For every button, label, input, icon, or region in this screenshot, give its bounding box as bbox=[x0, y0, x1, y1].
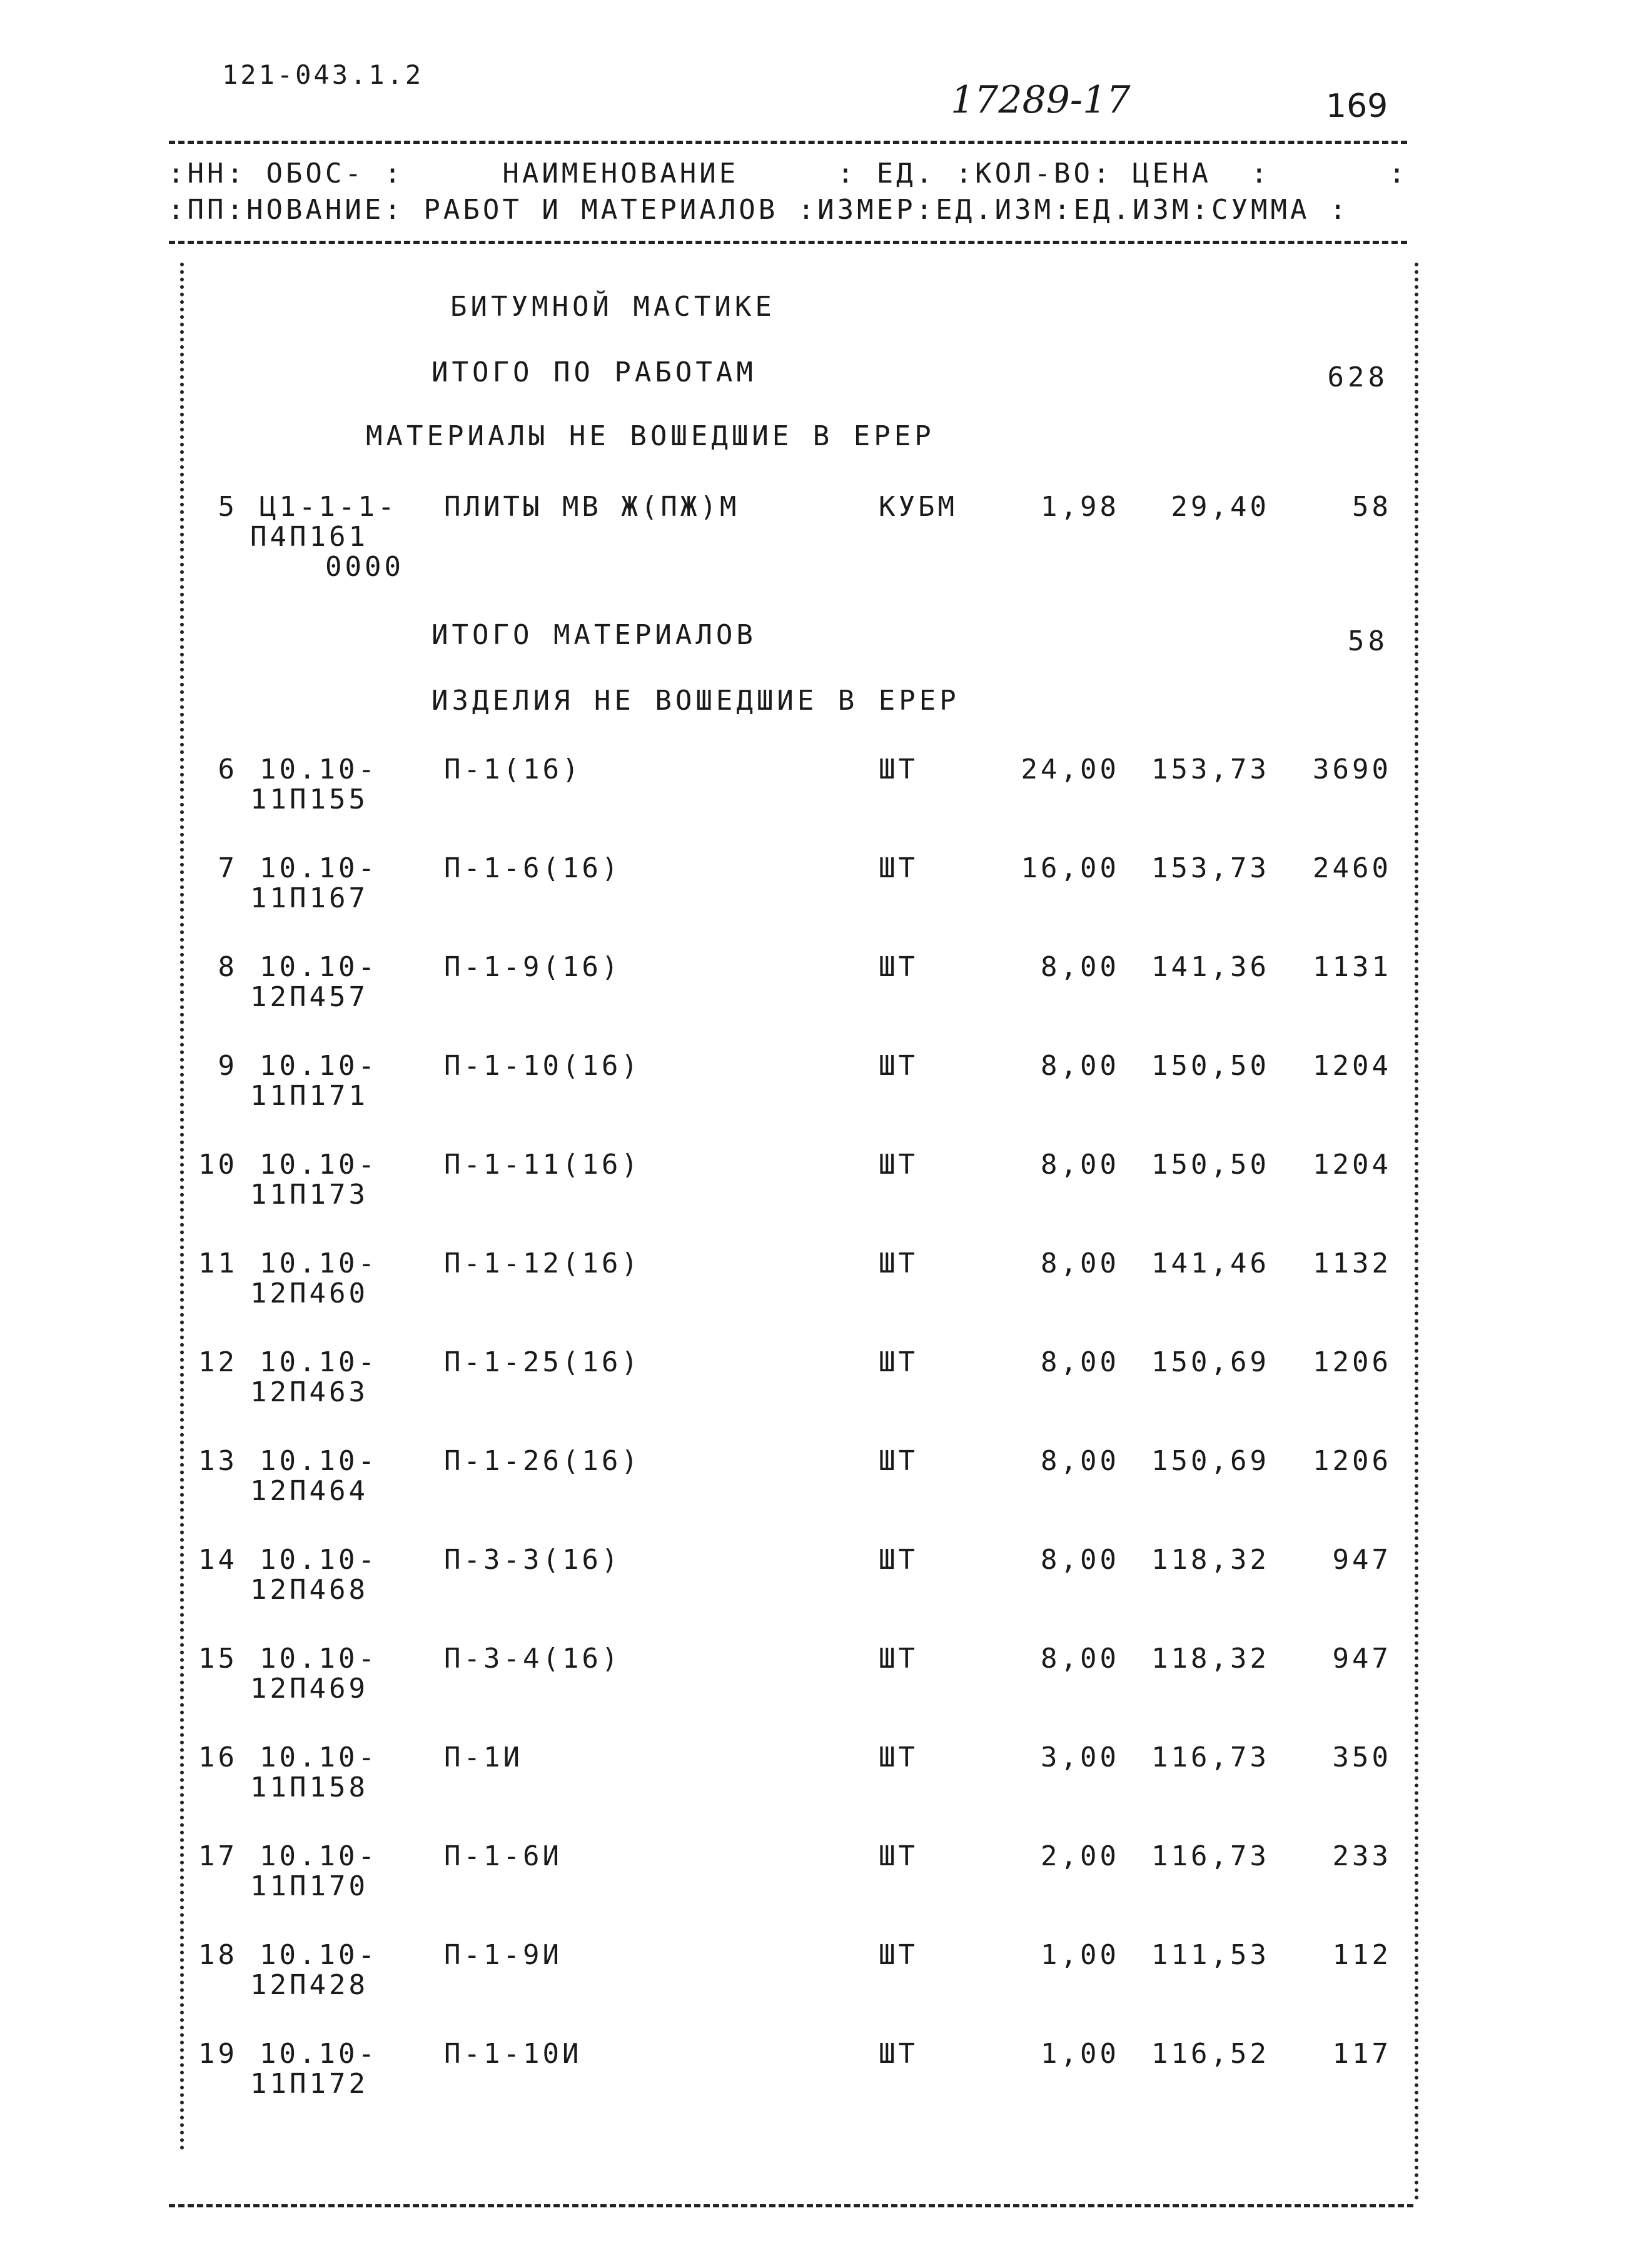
header-bottom-rule bbox=[169, 241, 1407, 244]
row-quantity: 24,00 bbox=[1021, 753, 1119, 785]
row-quantity: 1,98 bbox=[1041, 491, 1119, 523]
row-code-continuation: 11П158 bbox=[250, 1772, 368, 1803]
row-number: 6 bbox=[218, 753, 238, 785]
row-number: 16 bbox=[198, 1741, 238, 1773]
row-name: П-1-11(16) bbox=[444, 1149, 641, 1181]
row-number: 10 bbox=[198, 1149, 238, 1181]
products-section-heading: ИЗДЕЛИЯ НЕ ВОШЕДШИЕ В ЕРЕР bbox=[432, 685, 960, 717]
row-code-continuation: 12П460 bbox=[250, 1278, 368, 1309]
row-price: 153,73 bbox=[1151, 753, 1270, 785]
row-name: П-1-26(16) bbox=[444, 1445, 641, 1477]
row-name: П-1-25(16) bbox=[444, 1346, 641, 1378]
row-code: 10.10- bbox=[260, 1346, 378, 1378]
row-unit: КУБМ bbox=[879, 491, 957, 523]
row-number: 17 bbox=[198, 1840, 238, 1872]
row-name: П-1-10(16) bbox=[444, 1050, 641, 1082]
row-sum: 117 bbox=[1332, 2038, 1391, 2070]
row-unit: ШТ bbox=[879, 852, 918, 884]
row-code: 10.10- bbox=[260, 1840, 378, 1872]
subtotal-materials-label: ИТОГО МАТЕРИАЛОВ bbox=[432, 619, 757, 651]
row-name: П-1И bbox=[444, 1741, 523, 1773]
row-code: 10.10- bbox=[260, 2038, 378, 2070]
header-line-2: :ПП:НОВАНИЕ: РАБОТ И МАТЕРИАЛОВ :ИЗМЕР:ЕД.ИЗМ:ЕД.ИЗМ:СУММА : bbox=[168, 194, 1350, 226]
row-price: 153,73 bbox=[1151, 852, 1270, 884]
row-price: 150,69 bbox=[1151, 1445, 1270, 1477]
row-code: 10.10- bbox=[260, 951, 378, 983]
row-code-continuation: 12П469 bbox=[250, 1673, 368, 1705]
row-code-continuation: 11П170 bbox=[250, 1870, 368, 1902]
row-quantity: 8,00 bbox=[1041, 1445, 1119, 1477]
row-name: ПЛИТЫ МВ Ж(ПЖ)М bbox=[444, 491, 740, 523]
row-code: 10.10- bbox=[260, 1741, 378, 1773]
row-unit: ШТ bbox=[879, 1445, 918, 1477]
row-name: П-1(16) bbox=[444, 753, 582, 785]
row-number: 8 bbox=[218, 951, 238, 983]
row-code: 10.10- bbox=[260, 1445, 378, 1477]
subtotal-works-sum: 628 bbox=[1327, 361, 1388, 393]
row-number: 14 bbox=[198, 1544, 238, 1576]
row-number: 13 bbox=[198, 1445, 238, 1477]
handwritten-document-number: 17289-17 bbox=[951, 78, 1131, 122]
continuation-line: БИТУМНОЙ МАСТИКЕ bbox=[450, 291, 775, 323]
row-unit: ШТ bbox=[879, 1149, 918, 1181]
row-price: 150,69 bbox=[1151, 1346, 1270, 1378]
row-unit: ШТ bbox=[879, 1050, 918, 1082]
row-number: 11 bbox=[198, 1247, 238, 1279]
row-sum: 233 bbox=[1332, 1840, 1391, 1872]
row-code-continuation: 12П463 bbox=[250, 1376, 368, 1408]
row-unit: ШТ bbox=[879, 1643, 918, 1675]
row-name: П-3-3(16) bbox=[444, 1544, 622, 1576]
row-sum: 1206 bbox=[1313, 1445, 1391, 1477]
row-unit: ШТ bbox=[879, 1840, 918, 1872]
row-price: 118,32 bbox=[1151, 1643, 1270, 1675]
row-price: 116,73 bbox=[1151, 1840, 1270, 1872]
row-number: 15 bbox=[198, 1643, 238, 1675]
row-price: 116,52 bbox=[1151, 2038, 1270, 2070]
row-unit: ШТ bbox=[879, 951, 918, 983]
row-code: Ц1-1-1- bbox=[260, 491, 398, 523]
row-name: П-3-4(16) bbox=[444, 1643, 622, 1675]
row-price: 150,50 bbox=[1151, 1050, 1270, 1082]
document-code: 121-043.1.2 bbox=[222, 59, 424, 90]
header-line-1: :НН: ОБОС- : НАИМЕНОВАНИЕ : ЕД. :КОЛ-ВО: ЦЕНА : : bbox=[168, 158, 1408, 189]
row-number: 12 bbox=[198, 1346, 238, 1378]
row-sum: 1204 bbox=[1313, 1149, 1391, 1181]
row-number: 7 bbox=[218, 852, 238, 884]
materials-section-heading: МАТЕРИАЛЫ НЕ ВОШЕДШИЕ В ЕРЕР bbox=[366, 420, 935, 452]
row-number: 9 bbox=[218, 1050, 238, 1082]
row-price: 29,40 bbox=[1171, 491, 1270, 523]
row-code-continuation: 11П155 bbox=[250, 784, 368, 815]
row-price: 118,32 bbox=[1151, 1544, 1270, 1576]
row-price: 150,50 bbox=[1151, 1149, 1270, 1181]
row-price: 141,36 bbox=[1151, 951, 1270, 983]
row-sum: 1204 bbox=[1313, 1050, 1391, 1082]
row-code-continuation: 11П167 bbox=[250, 882, 368, 914]
row-quantity: 2,00 bbox=[1041, 1840, 1119, 1872]
row-code-continuation: 12П464 bbox=[250, 1475, 368, 1507]
row-name: П-1-12(16) bbox=[444, 1247, 641, 1279]
row-name: П-1-9И bbox=[444, 1939, 562, 1971]
row-code: 10.10- bbox=[260, 1149, 378, 1181]
row-quantity: 1,00 bbox=[1041, 1939, 1119, 1971]
row-quantity: 8,00 bbox=[1041, 1247, 1119, 1279]
row-code-continuation: 12П428 bbox=[250, 1969, 368, 2001]
row-unit: ШТ bbox=[879, 1544, 918, 1576]
row-price: 141,46 bbox=[1151, 1247, 1270, 1279]
row-sum: 947 bbox=[1332, 1643, 1391, 1675]
row-code-continuation: 12П468 bbox=[250, 1574, 368, 1606]
row-quantity: 1,00 bbox=[1041, 2038, 1119, 2070]
row-sum: 1131 bbox=[1313, 951, 1391, 983]
row-code: 10.10- bbox=[260, 1544, 378, 1576]
row-code-continuation: 12П457 bbox=[250, 981, 368, 1013]
row-number: 5 bbox=[218, 491, 238, 523]
bottom-rule bbox=[169, 2204, 1413, 2207]
header-top-rule bbox=[169, 141, 1407, 144]
row-code-continuation: П4П161 bbox=[250, 521, 368, 553]
row-quantity: 8,00 bbox=[1041, 1149, 1119, 1181]
row-sum: 112 bbox=[1332, 1939, 1391, 1971]
row-unit: ШТ bbox=[879, 1939, 918, 1971]
row-code: 10.10- bbox=[260, 1643, 378, 1675]
row-sum: 2460 bbox=[1313, 852, 1391, 884]
row-unit: ШТ bbox=[879, 1247, 918, 1279]
row-code-continuation-2: 0000 bbox=[325, 551, 404, 583]
row-quantity: 8,00 bbox=[1041, 951, 1119, 983]
row-unit: ШТ bbox=[879, 1741, 918, 1773]
row-sum: 1206 bbox=[1313, 1346, 1391, 1378]
row-sum: 3690 bbox=[1313, 753, 1391, 785]
row-number: 19 bbox=[198, 2038, 238, 2070]
row-code: 10.10- bbox=[260, 753, 378, 785]
row-quantity: 8,00 bbox=[1041, 1346, 1119, 1378]
row-code: 10.10- bbox=[260, 1050, 378, 1082]
right-border bbox=[1415, 263, 1418, 2201]
row-sum: 350 bbox=[1332, 1741, 1391, 1773]
row-code-continuation: 11П171 bbox=[250, 1080, 368, 1112]
row-code-continuation: 11П173 bbox=[250, 1179, 368, 1211]
row-quantity: 16,00 bbox=[1021, 852, 1119, 884]
subtotal-works-label: ИТОГО ПО РАБОТАМ bbox=[432, 356, 757, 388]
row-unit: ШТ bbox=[879, 2038, 918, 2070]
row-sum: 1132 bbox=[1313, 1247, 1391, 1279]
row-quantity: 8,00 bbox=[1041, 1050, 1119, 1082]
row-code-continuation: 11П172 bbox=[250, 2068, 368, 2100]
row-unit: ШТ bbox=[879, 753, 918, 785]
row-code: 10.10- bbox=[260, 852, 378, 884]
row-quantity: 8,00 bbox=[1041, 1643, 1119, 1675]
row-unit: ШТ bbox=[879, 1346, 918, 1378]
row-name: П-1-6(16) bbox=[444, 852, 622, 884]
row-name: П-1-9(16) bbox=[444, 951, 622, 983]
row-sum: 58 bbox=[1352, 491, 1391, 523]
row-name: П-1-10И bbox=[444, 2038, 582, 2070]
row-quantity: 3,00 bbox=[1041, 1741, 1119, 1773]
subtotal-materials-sum: 58 bbox=[1348, 625, 1388, 657]
row-price: 111,53 bbox=[1151, 1939, 1270, 1971]
row-code: 10.10- bbox=[260, 1247, 378, 1279]
row-price: 116,73 bbox=[1151, 1741, 1270, 1773]
row-quantity: 8,00 bbox=[1041, 1544, 1119, 1576]
row-sum: 947 bbox=[1332, 1544, 1391, 1576]
row-name: П-1-6И bbox=[444, 1840, 562, 1872]
row-number: 18 bbox=[198, 1939, 238, 1971]
row-code: 10.10- bbox=[260, 1939, 378, 1971]
page-number: 169 bbox=[1326, 88, 1388, 125]
